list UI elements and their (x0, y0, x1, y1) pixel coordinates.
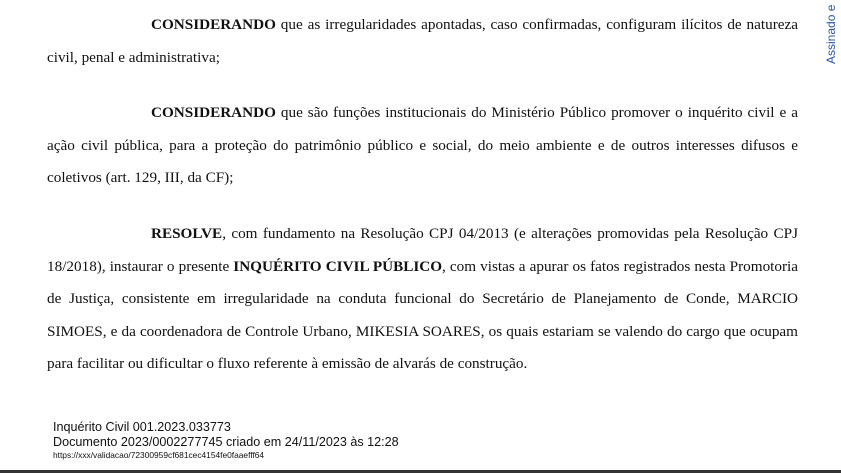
paragraph-resolve (47, 218, 798, 381)
footer-document-info: Documento 2023/0002277745 criado em 24/11/2023 às 12:28 (53, 435, 399, 449)
document-footer (53, 420, 399, 461)
paragraph-text: que são funções institucionais do Ministério Público promover o inquérito civil e a ação civil pública, para a proteção do patrimônio público e social, do meio ambiente e de outros interesses difusos e coletivos (art. 129, III, da CF); (47, 104, 798, 186)
emphasis-inquerito: INQUÉRITO CIVIL PÚBLICO (233, 257, 443, 275)
keyword-resolve: RESOLVE (151, 225, 223, 242)
paragraph-considerando-2 (47, 97, 798, 195)
paragraph-text: que as irregularidades apontadas, caso confirmadas, configuram ilícitos de natureza civil, penal e administrativa; (47, 16, 798, 66)
paragraph-text-b: , com vistas a apurar os fatos registrados nesta Promotoria de Justiça, consistente em irregularidade na conduta funcional do Secretário de Planejamento de Conde, MARCIO SIMOES, e da coordenadora de Controle Urbano, MIKESIA SOARES, os quais estariam se valendo do cargo que ocupam para facilitar ou dificultar o fluxo referente à emissão de alvarás de construção. (47, 257, 798, 372)
keyword-considerando: CONSIDERANDO (151, 16, 276, 33)
keyword-considerando: CONSIDERANDO (151, 104, 276, 121)
signature-sidebar-note: Assinado e (824, 4, 838, 64)
paragraph-text-a: , com fundamento na Resolução CPJ 04/2013 (e alterações promovidas pela Resolução CPJ 18/2018), instaurar o presente (47, 225, 798, 275)
footer-case-number: Inquérito Civil 001.2023.033773 (53, 420, 231, 434)
paragraph-considerando-1 (47, 9, 798, 74)
footer-validation-url[interactable]: https://xxx/validacao/72300959cf681cec4154fe0faaefff64 (53, 450, 265, 460)
